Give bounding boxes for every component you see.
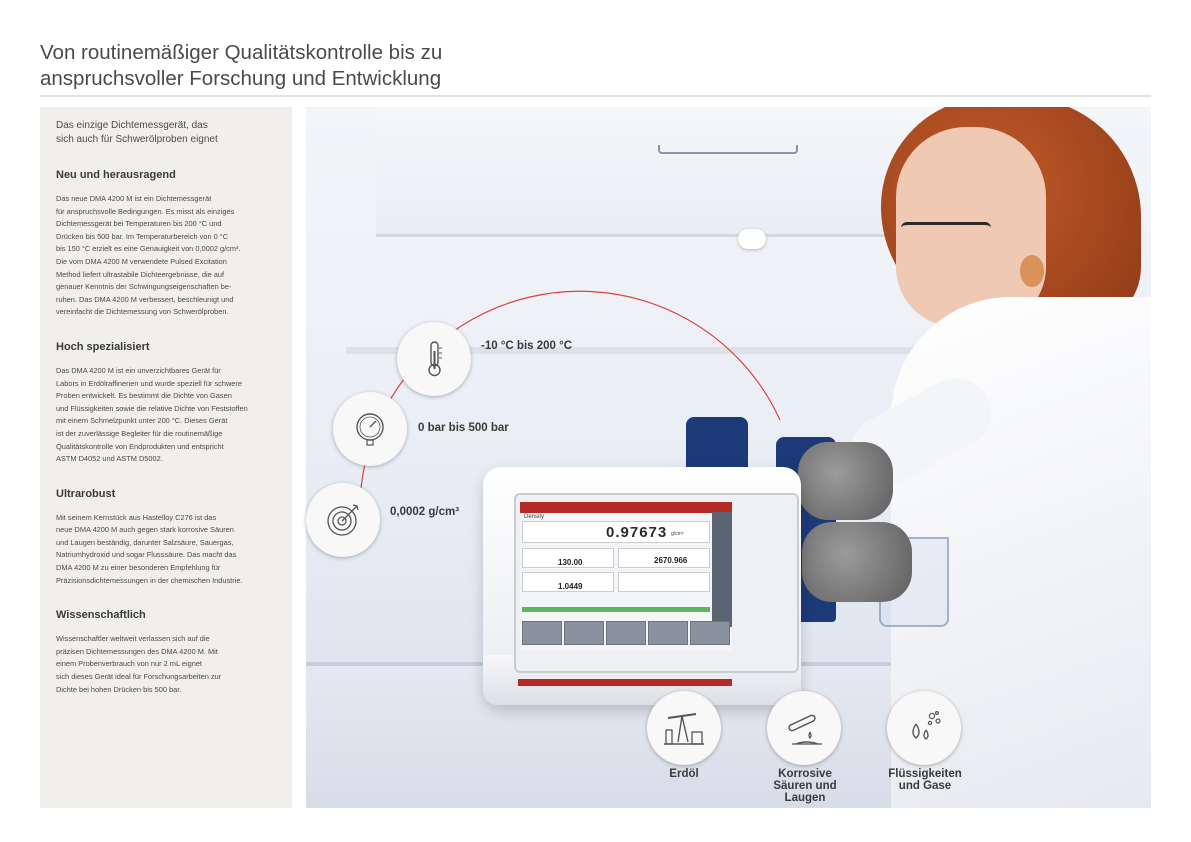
screen-softkey — [606, 621, 646, 645]
safety-glasses — [901, 222, 991, 234]
section-body — [56, 633, 278, 696]
oil-label-line: Erdöl — [669, 768, 699, 780]
temperature-icon-badge — [397, 322, 471, 396]
body-line: bis 150 °C erzielt es eine Genauigkeit von 0,0002 g/cm³. — [56, 244, 241, 254]
body-line: DMA 4200 M zu einer besonderen Empfehlung für — [56, 563, 221, 573]
screen-softkey — [522, 621, 562, 645]
fluids-label-line: und Gase — [898, 780, 952, 792]
body-line: Die vom DMA 4200 M verwendete Pulsed Excitation — [56, 256, 227, 266]
section-heading: Ultrarobust — [56, 487, 116, 500]
screen-button-row — [522, 621, 730, 645]
body-line: genauer Kenntnis der Schwingungseigenschaften be- — [56, 282, 232, 292]
page-title-line-1: Von routinemäßiger Qualitätskontrolle bis zu — [40, 41, 443, 64]
body-line: mit einem Schmelzpunkt unter 200 °C. Dieses Gerät — [56, 416, 228, 426]
body-line: Qualitätskontrolle von Endprodukten und entspricht — [56, 441, 224, 451]
earring — [1020, 255, 1044, 287]
accuracy-label: 0,0002 g/cm³ — [390, 506, 460, 518]
pressure-range-label: 0 bar bis 500 bar — [418, 422, 509, 434]
pressure-gauge-icon — [350, 409, 390, 449]
body-line: Natriumhydroxid und sogar Flusssäure. Das macht das — [56, 550, 237, 560]
body-line: vereinfacht die Dichtemessung von Schwerölproben. — [56, 307, 229, 317]
screen-value-c: 1.0449 — [558, 582, 583, 591]
body-line: und Flüssigkeiten sowie die relative Dichte von Feststoffen — [56, 403, 248, 413]
body-line: für anspruchsvolle Bedingungen. Es misst als einziges — [56, 206, 235, 216]
body-line: Wissenschaftler weltweit verlassen sich auf die — [56, 634, 210, 644]
section-ultrarobust — [56, 488, 278, 588]
body-line: ruhen. Das DMA 4200 M verbessert, beschleunigt und — [56, 294, 234, 304]
body-line: Proben entwickelt. Es bestimmt die Dichte von Gasen — [56, 391, 232, 401]
oil-label — [629, 768, 739, 780]
screen-softkey — [690, 621, 730, 645]
screen-density-unit: g/cm³ — [671, 531, 684, 537]
screen-header-bar — [520, 502, 732, 513]
screen-side-toolbar — [712, 512, 732, 627]
acids-label-line: Säuren und — [773, 780, 837, 792]
test-tube-drop-icon — [782, 708, 826, 748]
oil-icon-badge — [647, 691, 721, 765]
acids-icon-badge — [767, 691, 841, 765]
body-line: einem Probenverbrauch von nur 2 mL eignet — [56, 659, 202, 669]
screen-value-a: 130.00 — [558, 558, 583, 567]
body-line: Method liefert ultrastabile Dichteergebnisse, die auf — [56, 269, 225, 279]
section-body — [56, 512, 278, 588]
intro-line: Das einzige Dichtemessgerät, das — [56, 120, 208, 131]
section-heading: Hoch spezialisiert — [56, 340, 150, 353]
body-line: Dichtemessgerät bei Temperaturen bis 200 °C und — [56, 219, 222, 229]
body-line: ist der zuverlässige Begleiter für die routinemäßige — [56, 428, 223, 438]
screen-density-label: Density — [524, 514, 545, 520]
drops-bubbles-icon — [902, 708, 946, 748]
section-body — [56, 193, 278, 319]
oil-pump-icon — [662, 708, 706, 748]
screen-softkey — [564, 621, 604, 645]
target-icon — [324, 501, 362, 539]
screen-value-b: 2670.966 — [654, 556, 688, 565]
body-line: und Laugen beständig, darunter Salzsäure, Sauergas, — [56, 537, 234, 547]
glove-right — [802, 522, 912, 602]
gas-valve — [738, 229, 766, 249]
screen-density-value: 0.97673 — [606, 524, 668, 541]
lab-photo — [306, 107, 1151, 808]
body-line: ASTM D4052 und ASTM D5002. — [56, 454, 163, 464]
body-line: Das neue DMA 4200 M ist ein Dichtemessgerät — [56, 194, 212, 203]
section-neu-und-herausragend — [56, 169, 278, 319]
thermometer-icon — [417, 339, 451, 379]
fluids-label — [870, 768, 980, 792]
body-line: Dichte bei hohen Drücken bis 500 bar. — [56, 684, 182, 694]
section-body — [56, 365, 278, 466]
acids-label-line: Korrosive — [778, 768, 832, 780]
glove-left — [798, 442, 893, 520]
acids-label-line: Laugen — [784, 792, 826, 804]
acids-label — [750, 768, 860, 804]
body-line: Das DMA 4200 M ist ein unverzichtbares Gerät für — [56, 365, 221, 375]
accuracy-icon-badge — [306, 483, 380, 557]
section-hoch-spezialisiert — [56, 341, 278, 466]
page-title — [40, 40, 640, 92]
body-line: Labors in Erdölraffinerien und wurde speziell für schwere — [56, 378, 242, 388]
section-heading: Neu und herausragend — [56, 169, 176, 181]
body-line: Präzisionsdichtemessungen in der chemischen Industrie. — [56, 575, 243, 585]
body-line: neue DMA 4200 M auch gegen stark korrosive Säuren — [56, 525, 234, 535]
device-brand-strip — [518, 679, 732, 686]
screen-softkey — [648, 621, 688, 645]
body-line: Mit seinem Kernstück aus Hastelloy C276 ist das — [56, 512, 217, 522]
body-line: präzisen Dichtemessungen des DMA 4200 M. Mit — [56, 646, 218, 656]
section-heading: Wissenschaftlich — [56, 609, 146, 622]
section-wissenschaftlich — [56, 609, 278, 696]
pressure-icon-badge — [333, 392, 407, 466]
screen-progress-bar — [522, 607, 710, 612]
temperature-range-label: -10 °C bis 200 °C — [481, 340, 573, 352]
body-line: sich dieses Gerät ideal für Forschungsarbeiten zur — [56, 672, 222, 682]
cabinet-handle — [658, 145, 798, 154]
fluids-label-line: Flüssigkeiten — [888, 768, 962, 780]
page-title-line-2: anspruchsvoller Forschung und Entwicklung — [40, 67, 442, 90]
sidebar-intro — [56, 119, 278, 147]
title-divider — [40, 95, 1151, 97]
sidebar-text-column — [40, 107, 292, 808]
screen-value-box — [618, 572, 710, 592]
fluids-icon-badge — [887, 691, 961, 765]
body-line: Drücken bis 500 bar. Im Temperaturbereich von 0 °C — [56, 231, 229, 241]
intro-line: sich auch für Schwerölproben eignet — [56, 134, 218, 145]
